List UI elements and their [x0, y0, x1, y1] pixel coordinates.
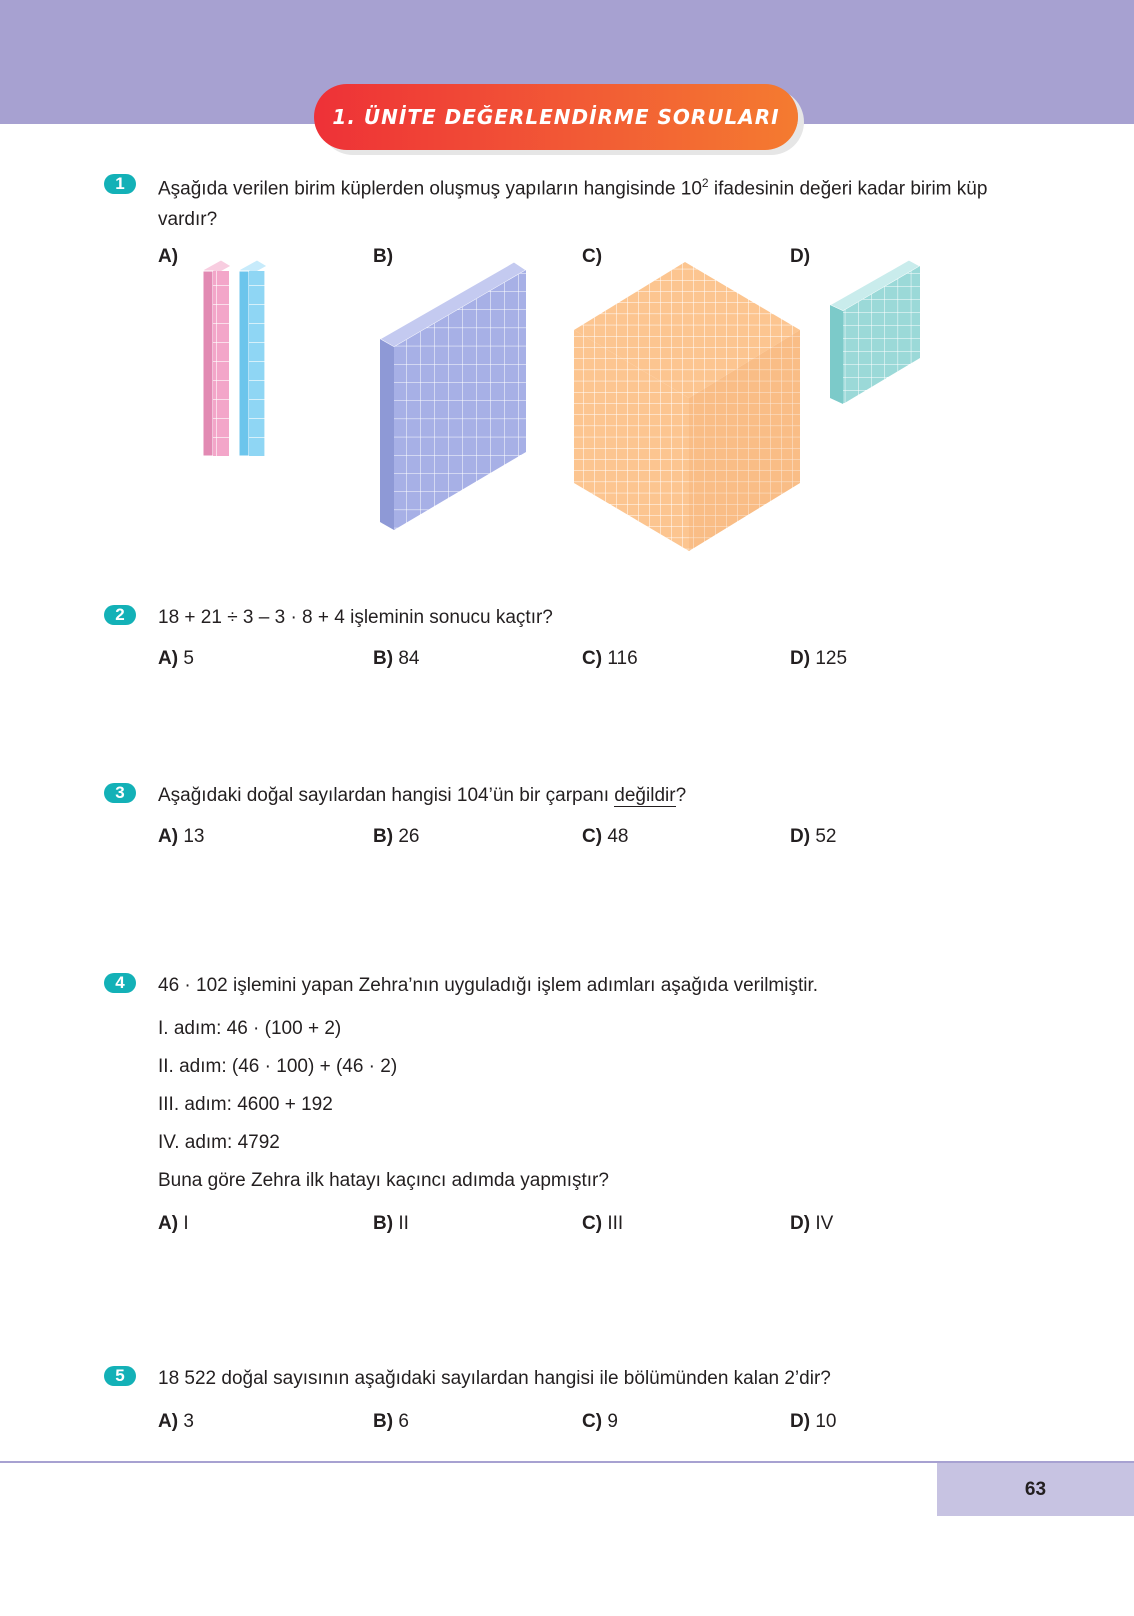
option-value: 116 — [607, 648, 638, 669]
option-letter: B) — [373, 826, 394, 847]
option-value: II — [398, 1213, 409, 1234]
option-letter: A) — [158, 648, 179, 669]
question-1-badge: 1 — [104, 174, 136, 194]
question-4-prompt: Buna göre Zehra ilk hatayı kaçıncı adımda yapmıştır? — [158, 1170, 609, 1191]
option-value: 125 — [815, 648, 848, 669]
option-letter: D) — [790, 1411, 811, 1432]
option-letter: B) — [373, 1213, 394, 1234]
underlined-word: değildir — [614, 785, 676, 806]
q4-option-b[interactable] — [373, 1213, 409, 1235]
option-value: III — [607, 1213, 624, 1234]
q2-option-c[interactable] — [582, 648, 638, 670]
q2-option-a[interactable] — [158, 648, 194, 670]
option-letter: D) — [790, 826, 811, 847]
option-value: 52 — [815, 826, 837, 847]
option-value: 6 — [398, 1411, 409, 1432]
option-letter: A) — [158, 826, 179, 847]
option-letter: C) — [582, 246, 603, 267]
question-3-text-part: Aşağıdaki doğal sayılardan hangisi 104’ün bir çarpanı — [158, 785, 615, 806]
option-letter: A) — [158, 1213, 179, 1234]
q3-option-c[interactable] — [582, 826, 628, 848]
question-2-text: 18 + 21 ÷ 3 – 3 · 8 + 4 işleminin sonucu kaçtır? — [158, 607, 553, 628]
option-letter: C) — [582, 826, 603, 847]
option-letter: C) — [582, 648, 603, 669]
q4-option-a[interactable] — [158, 1213, 189, 1235]
q4-option-d[interactable] — [790, 1213, 833, 1235]
option-value: 3 — [183, 1411, 194, 1432]
step-1: I. adım: 46 · (100 + 2) — [158, 1018, 342, 1039]
option-value: 10 — [815, 1411, 837, 1432]
step-2: II. adım: (46 · 100) + (46 · 2) — [158, 1056, 398, 1077]
option-letter: C) — [582, 1213, 603, 1234]
option-letter: D) — [790, 246, 811, 267]
q3-option-a[interactable] — [158, 826, 204, 848]
two-rods-icon — [203, 260, 267, 456]
q5-option-b[interactable] — [373, 1411, 409, 1433]
option-letter: B) — [373, 246, 394, 267]
question-4-badge: 4 — [104, 973, 136, 993]
question-2-badge: 2 — [104, 605, 136, 625]
option-value: I — [183, 1213, 189, 1234]
question-3-text-part: ? — [675, 785, 687, 806]
question-5-badge: 5 — [104, 1366, 136, 1386]
question-1-text-part: Aşağıda verilen birim küplerden oluşmuş yapıların hangisinde 10 — [158, 178, 702, 200]
option-value: IV — [815, 1213, 834, 1234]
q4-option-c[interactable] — [582, 1213, 623, 1235]
option-value: 48 — [607, 826, 629, 847]
question-5-text: 18 522 doğal sayısının aşağıdaki sayılardan hangisi ile bölümünden kalan 2’dir? — [158, 1368, 831, 1389]
flat-square-icon — [380, 262, 526, 530]
q5-option-d[interactable] — [790, 1411, 836, 1433]
page-number: 63 — [937, 1463, 1134, 1516]
question-4-text: 46 · 102 işlemini yapan Zehra’nın uyguladığı işlem adımları aşağıda verilmiştir. — [158, 975, 819, 996]
q1-figures — [0, 0, 1134, 600]
question-3-text — [158, 785, 686, 807]
option-letter: D) — [790, 648, 811, 669]
question-1-text-part: ifadesinin değeri kadar birim küp vardır? — [158, 178, 988, 231]
option-letter: B) — [373, 648, 394, 669]
option-letter: B) — [373, 1411, 394, 1432]
option-value: 13 — [183, 826, 205, 847]
q2-option-b[interactable] — [373, 648, 419, 670]
option-value: 26 — [398, 826, 420, 847]
q3-option-b[interactable] — [373, 826, 419, 848]
option-letter: A) — [158, 1411, 179, 1432]
q5-option-a[interactable] — [158, 1411, 194, 1433]
option-value: 5 — [183, 648, 194, 669]
exponent: 2 — [701, 176, 709, 190]
small-flat-icon — [830, 260, 920, 404]
option-value: 84 — [398, 648, 420, 669]
option-letter: D) — [790, 1213, 811, 1234]
q5-option-c[interactable] — [582, 1411, 618, 1433]
q3-option-d[interactable] — [790, 826, 836, 848]
cube-icon — [574, 262, 800, 551]
q2-option-d[interactable] — [790, 648, 847, 670]
option-letter: A) — [158, 246, 179, 267]
question-3-badge: 3 — [104, 783, 136, 803]
option-value: 9 — [607, 1411, 618, 1432]
step-3: III. adım: 4600 + 192 — [158, 1094, 333, 1115]
step-4: IV. adım: 4792 — [158, 1132, 280, 1153]
unit-title: 1. ÜNİTE DEĞERLENDİRME SORULARI — [332, 105, 780, 129]
option-letter: C) — [582, 1411, 603, 1432]
